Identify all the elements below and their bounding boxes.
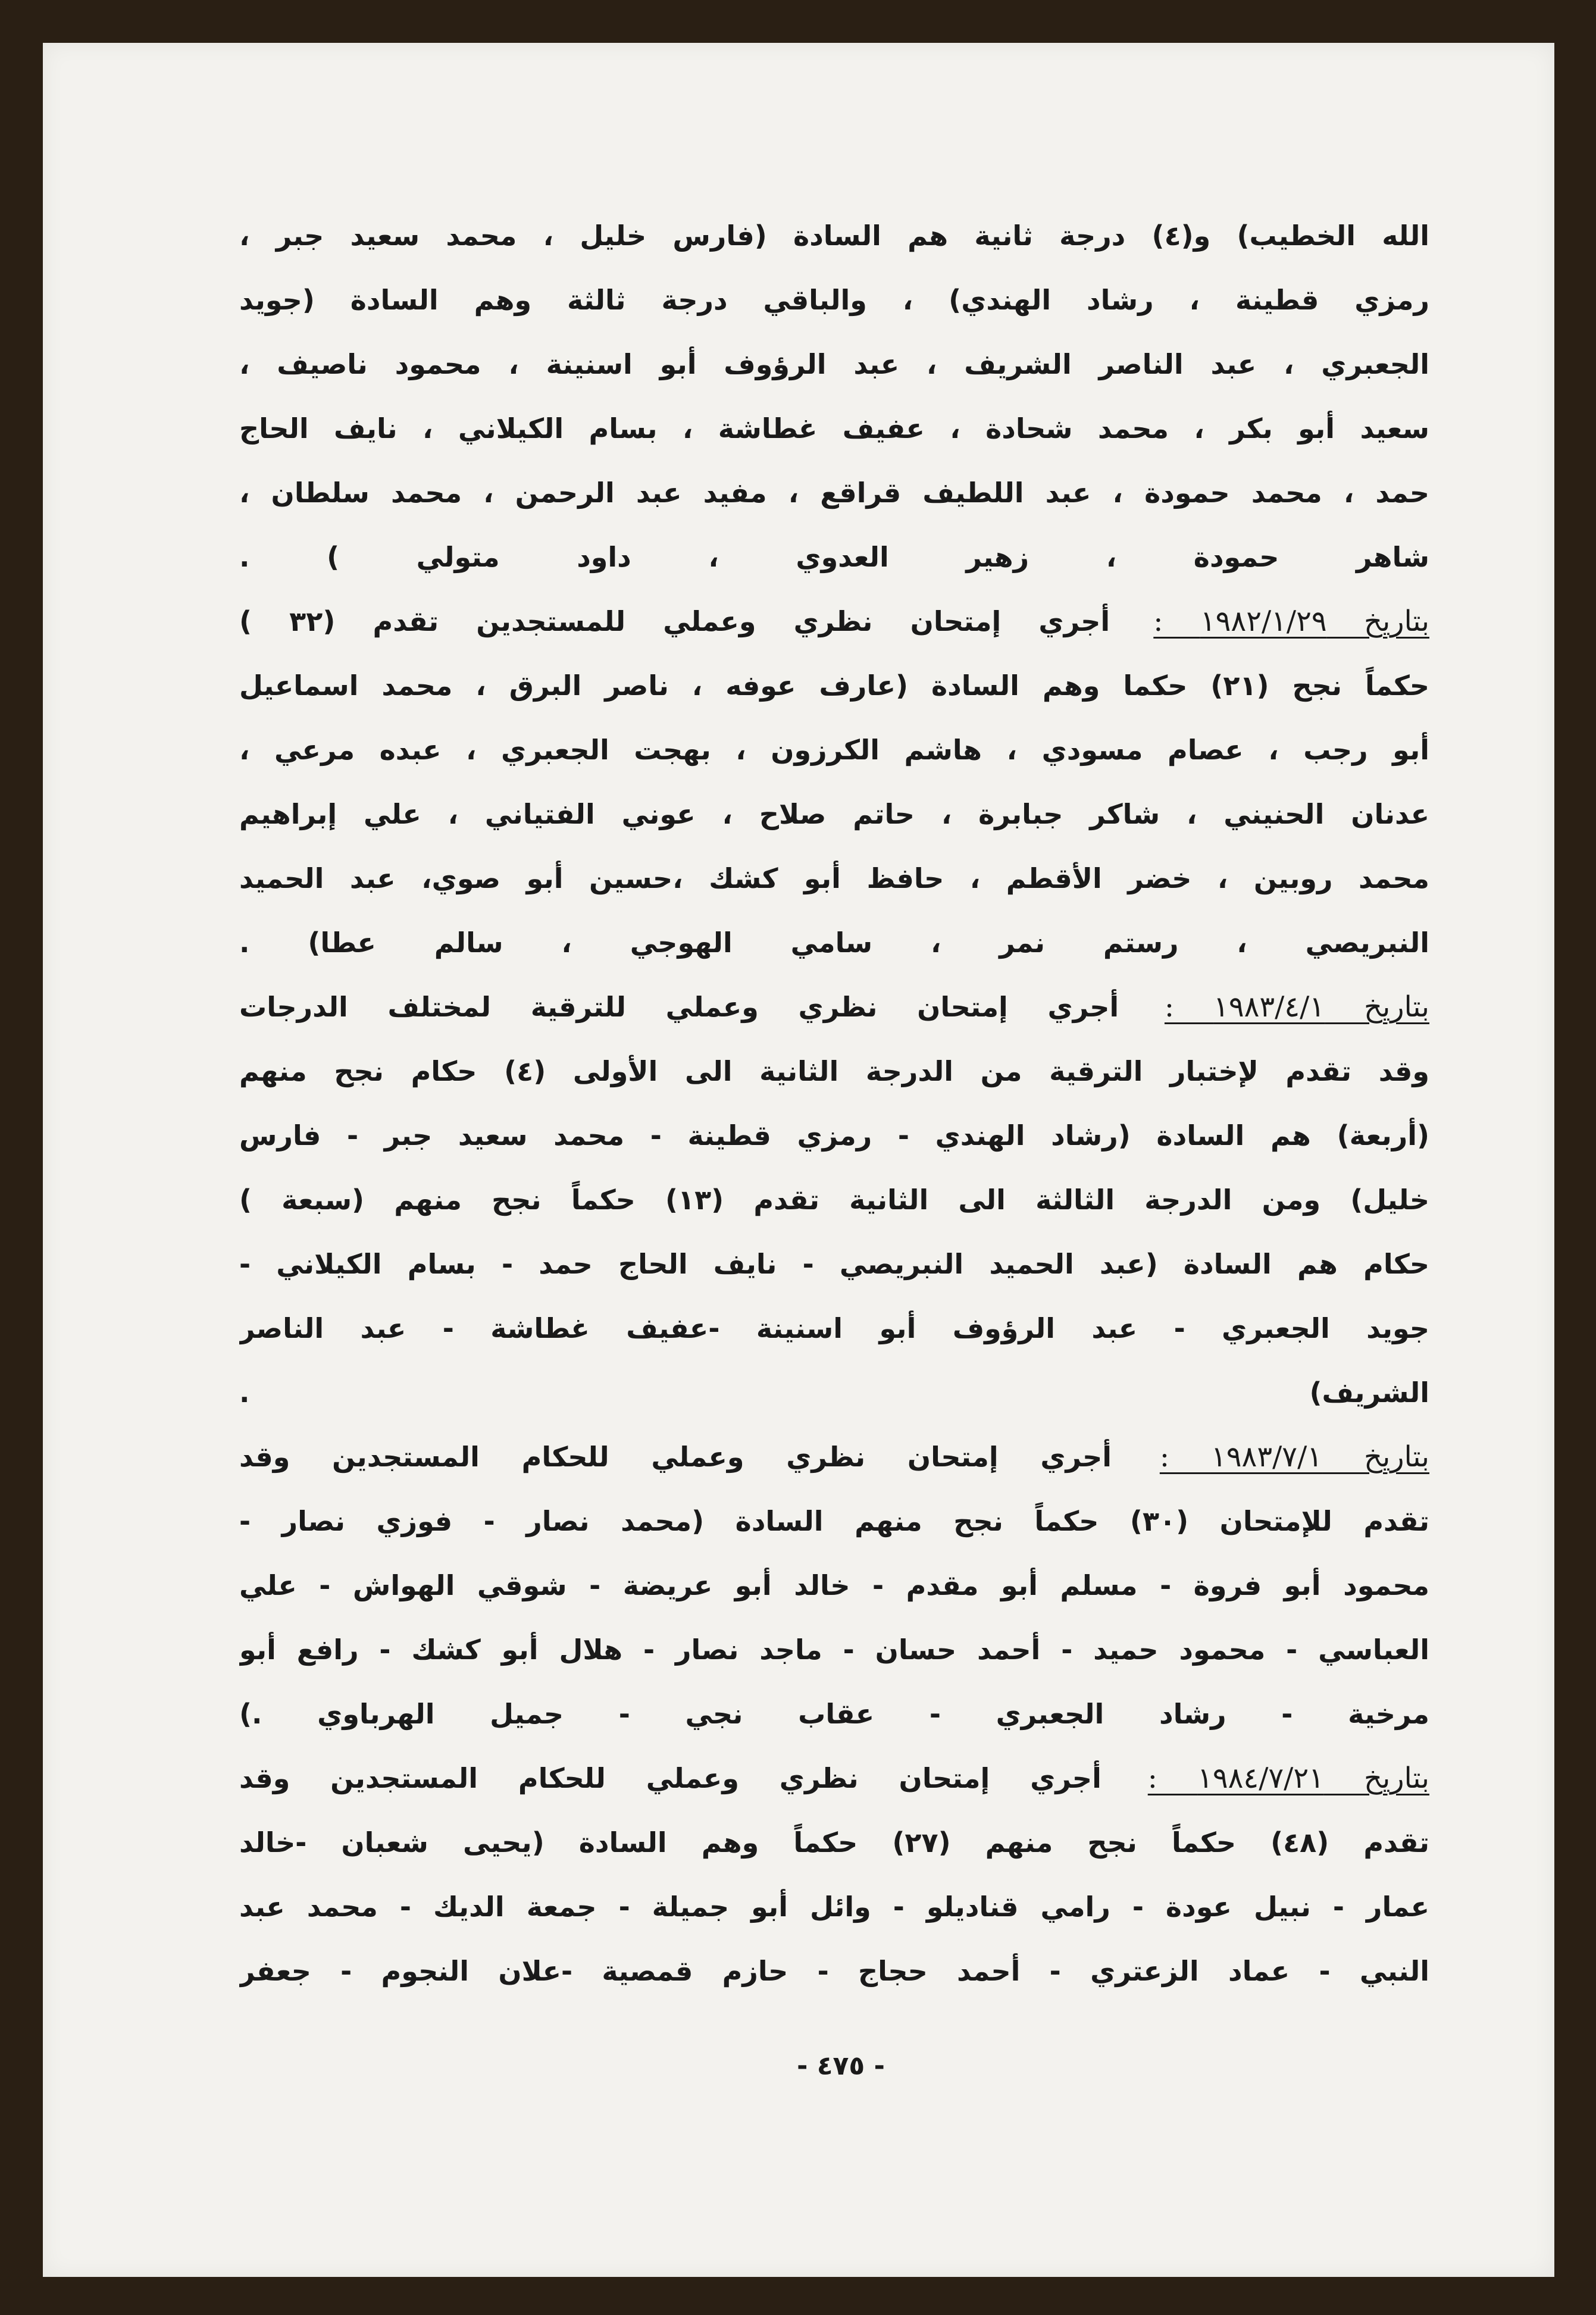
line-text: تقدم (٤٨) حكماً نجح منهم (٢٧) حكماً وهم السادة (يحيى شعبان -خالد <box>239 1826 1429 1859</box>
line-text: أجري إمتحان نظري وعملي للحكام المستجدين وقد <box>239 1762 1101 1794</box>
line-text: أجري إمتحان نظري وعملي للترقية لمختلف الدرجات <box>239 991 1119 1023</box>
line-text: أجري إمتحان نظري وعملي للمستجدين تقدم (٣٢ ) <box>239 605 1110 637</box>
line-text: عمار - نبيل عودة - رامي قناديلو - وائل أبو جميلة - جمعة الديك - محمد عبد <box>239 1891 1429 1923</box>
line-text: وقد تقدم لإختبار الترقية من الدرجة الثانية الى الأولى (٤) حكام نجح منهم <box>239 1055 1429 1087</box>
text-line <box>239 782 1429 846</box>
line-text: الجعبري ، عبد الناصر الشريف ، عبد الرؤوف أبو اسنينة ، محمود ناصيف ، <box>239 348 1429 380</box>
text-line <box>239 1939 1429 2003</box>
line-text: الشريف) . <box>239 1377 1429 1409</box>
line-text: محمود أبو فروة - مسلم أبو مقدم - خالد أبو عريضة - شوقي الهواش - علي <box>239 1569 1429 1601</box>
date-heading: بتاريخ ١٩٨٣/٤/١ : <box>1164 990 1429 1024</box>
line-text: الله الخطيب) و(٤) درجة ثانية هم السادة (فارس خليل ، محمد سعيد جبر ، <box>239 220 1429 252</box>
document-page <box>43 43 1554 2277</box>
text-line <box>239 268 1429 332</box>
page-number: - ٤٧٥ - <box>797 2051 885 2081</box>
text-line <box>239 1039 1429 1103</box>
text-line <box>239 589 1429 653</box>
line-text: سعيد أبو بكر ، محمد شحادة ، عفيف غطاشة ، بسام الكيلاني ، نايف الحاج <box>239 412 1429 445</box>
text-line <box>239 204 1429 268</box>
text-line <box>239 525 1429 589</box>
line-text: جويد الجعبري - عبد الرؤوف أبو اسنينة -عفيف غطاشة - عبد الناصر <box>239 1312 1429 1344</box>
text-line <box>239 653 1429 718</box>
text-line <box>239 1489 1429 1553</box>
line-text: أجري إمتحان نظري وعملي للحكام المستجدين وقد <box>239 1441 1112 1473</box>
date-heading: بتاريخ ١٩٨٣/٧/١ : <box>1159 1440 1429 1474</box>
text-line <box>239 1168 1429 1232</box>
text-line <box>239 332 1429 396</box>
line-text: حمد ، محمد حمودة ، عبد اللطيف قراقع ، مفيد عبد الرحمن ، محمد سلطان ، <box>239 477 1429 509</box>
text-line <box>239 1810 1429 1875</box>
text-line <box>239 1232 1429 1296</box>
text-line <box>239 1425 1429 1489</box>
text-line <box>239 1618 1429 1682</box>
text-line <box>239 396 1429 461</box>
line-text: محمد روبين ، خضر الأقطم ، حافظ أبو كشك ،حسين أبو صوي، عبد الحميد <box>239 862 1429 894</box>
text-line <box>239 1875 1429 1939</box>
line-text: خليل) ومن الدرجة الثالثة الى الثانية تقدم (١٣) حكماً نجح منهم (سبعة ) <box>239 1184 1429 1216</box>
line-text: النبي - عماد الزعتري - أحمد حجاج - حازم قمصية -علان النجوم - جعفر <box>239 1955 1429 1987</box>
text-line <box>239 846 1429 911</box>
line-text: حكماً نجح (٢١) حكما وهم السادة (عارف عوفه ، ناصر البرق ، محمد اسماعيل <box>239 670 1429 702</box>
text-line <box>239 1746 1429 1810</box>
text-line <box>239 1103 1429 1168</box>
line-text: العباسي - محمود حميد - أحمد حسان - ماجد نصار - هلال أبو كشك - رافع أبو <box>239 1634 1429 1666</box>
line-text: شاهر حمودة ، زهير العدوي ، داود متولي ) . <box>239 541 1429 573</box>
text-line <box>239 975 1429 1039</box>
line-text: عدنان الحنيني ، شاكر جبابرة ، حاتم صلاح ، عوني الفتياني ، علي إبراهيم <box>239 798 1429 830</box>
line-text: حكام هم السادة (عبد الحميد النبريصي - نايف الحاج حمد - بسام الكيلاني - <box>239 1248 1429 1280</box>
line-text: (أربعة) هم السادة (رشاد الهندي - رمزي قطينة - محمد سعيد جبر - فارس <box>239 1119 1429 1152</box>
text-line <box>239 1553 1429 1618</box>
document-body <box>239 204 1429 2003</box>
text-line <box>239 718 1429 782</box>
line-text: رمزي قطينة ، رشاد الهندي) ، والباقي درجة ثالثة وهم السادة (جويد <box>239 284 1429 316</box>
text-line <box>239 1682 1429 1746</box>
line-text: مرخية - رشاد الجعبري - عقاب نجي - جميل الهرباوي .) <box>239 1698 1429 1730</box>
text-line <box>239 911 1429 975</box>
text-line <box>239 1360 1429 1425</box>
line-text: النبريصي ، رستم نمر ، سامي الهوجي ، سالم عطا) . <box>239 927 1429 959</box>
line-text: أبو رجب ، عصام مسودي ، هاشم الكرزون ، بهجت الجعبري ، عبده مرعي ، <box>239 734 1429 766</box>
text-line <box>239 461 1429 525</box>
line-text: تقدم للإمتحان (٣٠) حكماً نجح منهم السادة (محمد نصار - فوزي نصار - <box>239 1505 1429 1537</box>
date-heading: بتاريخ ١٩٨٤/٧/٢١ : <box>1147 1762 1429 1795</box>
text-line <box>239 1296 1429 1360</box>
date-heading: بتاريخ ١٩٨٢/١/٢٩ : <box>1153 605 1429 638</box>
